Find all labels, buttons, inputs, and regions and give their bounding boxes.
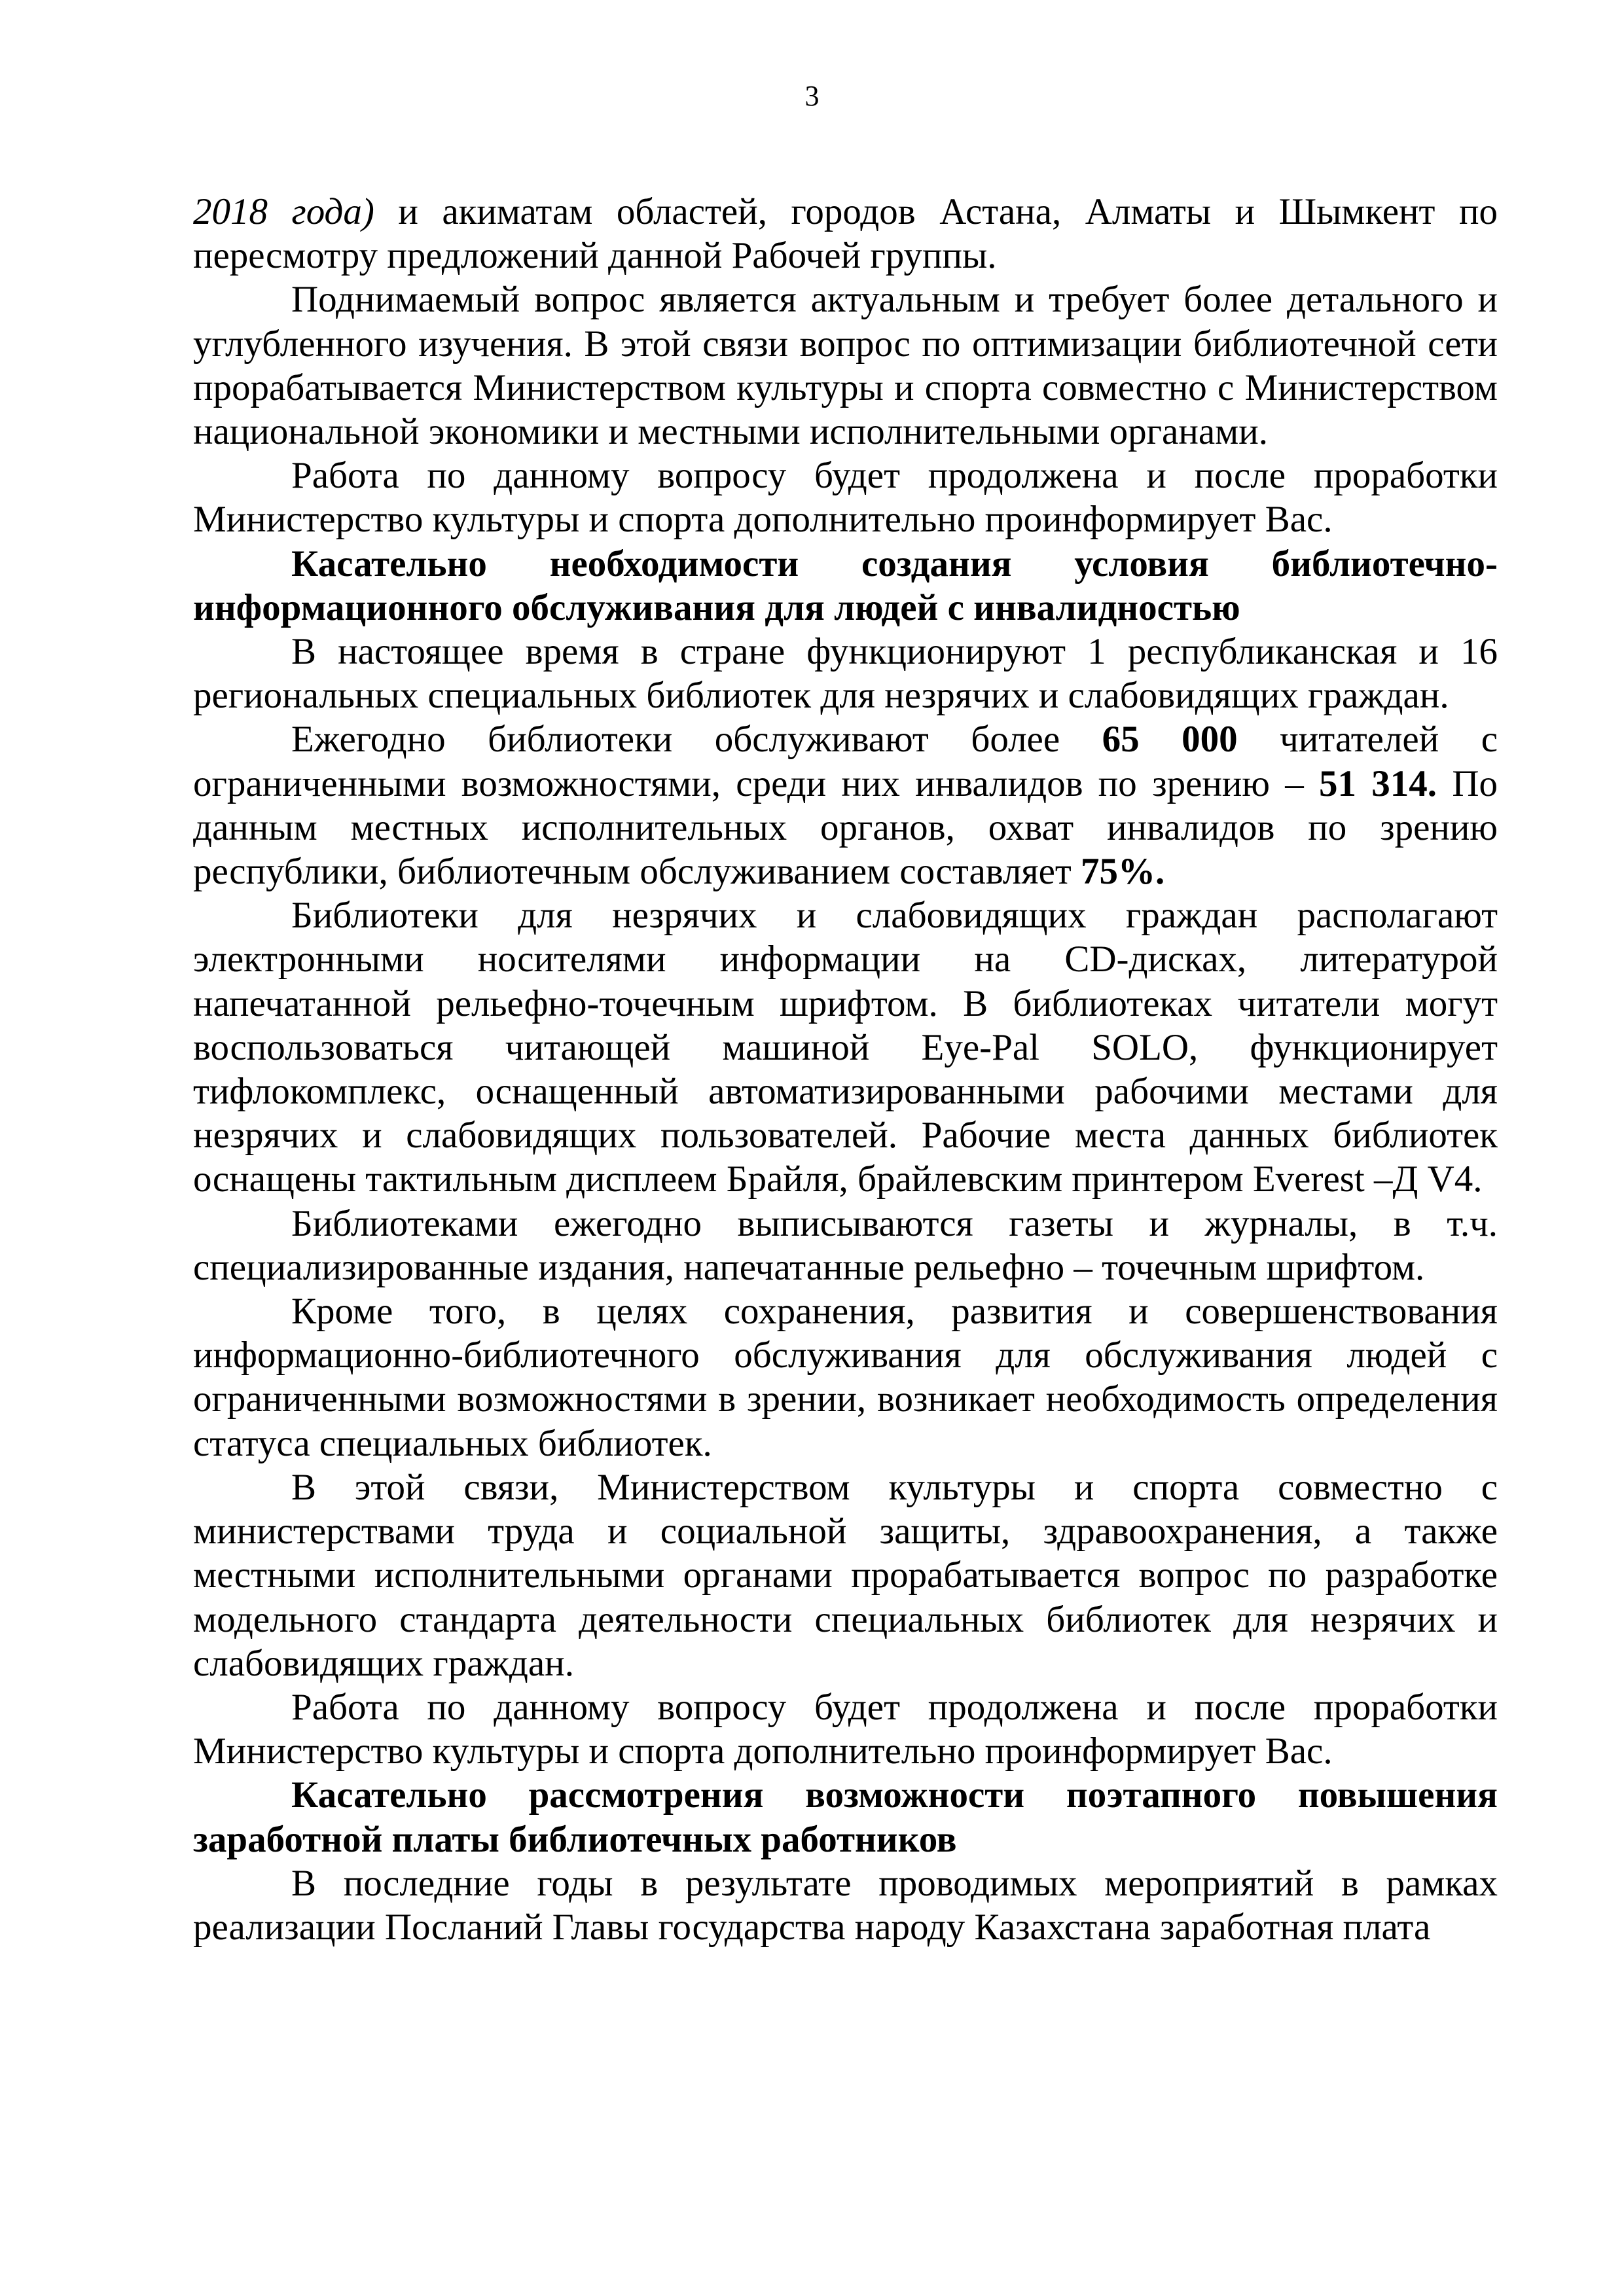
text-run-bold: 51 314. — [1319, 762, 1437, 804]
text-run: читателей с ограниченными возможностями, среди них инвалидов по зрению – — [193, 719, 1498, 804]
text-run: В настоящее время в стране функционируют 1 республиканская и 16 региональных специальных библиотек для незрячих и слабовидящих граждан. — [193, 631, 1498, 717]
text-run: По данным местных исполнительных органов, охват инвалидов по зрению республики, библиотечным обслуживанием составляет — [193, 762, 1498, 893]
paragraph — [193, 1861, 1498, 1949]
paragraph — [193, 1685, 1498, 1773]
text-run: Поднимаемый вопрос является актуальным и требует более детального и углубленного изучения. В этой связи вопрос по оптимизации библиотечной сети прорабатывается Министерством культуры и спорта совместно с Министерством национальной экономики и местными исполнительными органами. — [193, 279, 1498, 453]
paragraph — [193, 1289, 1498, 1465]
paragraph — [193, 278, 1498, 454]
paragraph — [193, 630, 1498, 717]
text-run-italic: 2018 года) — [193, 191, 374, 232]
section-heading — [193, 542, 1498, 630]
paragraph — [193, 717, 1498, 893]
text-run-bold: Касательно необходимости создания условия библиотечно-информационного обслуживания для людей с инвалидностью — [193, 543, 1498, 628]
text-run: Кроме того, в целях сохранения, развития и совершенствования информационно-библиотечного обслуживания для обслуживания людей с ограниченными возможностями в зрении, возникает необходимость определения статуса специальных библиотек. — [193, 1291, 1498, 1464]
document-body — [193, 190, 1498, 1949]
text-run-bold: 75%. — [1081, 851, 1165, 893]
paragraph — [193, 1202, 1498, 1289]
text-run: В последние годы в результате проводимых мероприятий в рамках реализации Посланий Главы государства народу Казахстана заработная плата — [193, 1862, 1498, 1948]
text-run: Библиотеками ежегодно выписываются газеты и журналы, в т.ч. специализированные издания, напечатанные рельефно – точечным шрифтом. — [193, 1202, 1498, 1288]
paragraph — [193, 190, 1498, 278]
paragraph — [193, 454, 1498, 541]
text-run-bold: 65 000 — [1102, 719, 1238, 761]
page-number: 3 — [804, 80, 820, 112]
text-run-bold: Касательно рассмотрения возможности поэтапного повышения заработной платы библиотечных работников — [193, 1774, 1498, 1860]
text-run: Ежегодно библиотеки обслуживают более — [291, 719, 1102, 761]
text-run: Работа по данному вопросу будет продолжена и после проработки Министерство культуры и спорта дополнительно проинформирует Вас. — [193, 1686, 1498, 1772]
paragraph — [193, 1465, 1498, 1685]
paragraph — [193, 893, 1498, 1201]
text-run: Библиотеки для незрячих и слабовидящих граждан располагают электронными носителями информации на CD-дисках, литературой напечатанной рельефно-точечным шрифтом. В библиотеках читатели могут воспользоваться читающей машиной Eye-Pal SOLO, функционирует тифлокомплекс, оснащенный автоматизированными рабочими местами для незрячих и слабовидящих пользователей. Рабочие места данных библиотек оснащены тактильным дисплеем Брайля, брайлевским принтером Everest –Д V4. — [193, 895, 1498, 1200]
text-run: Работа по данному вопросу будет продолжена и после проработки Министерство культуры и спорта дополнительно проинформирует Вас. — [193, 455, 1498, 541]
text-run: В этой связи, Министерством культуры и спорта совместно с министерствами труда и социальной защиты, здравоохранения, а также местными исполнительными органами прорабатывается вопрос по разработке модельного стандарта деятельности специальных библиотек для незрячих и слабовидящих граждан. — [193, 1466, 1498, 1684]
section-heading — [193, 1773, 1498, 1861]
text-run: и акиматам областей, городов Астана, Алматы и Шымкент по пересмотру предложений данной Рабочей группы. — [193, 191, 1498, 277]
